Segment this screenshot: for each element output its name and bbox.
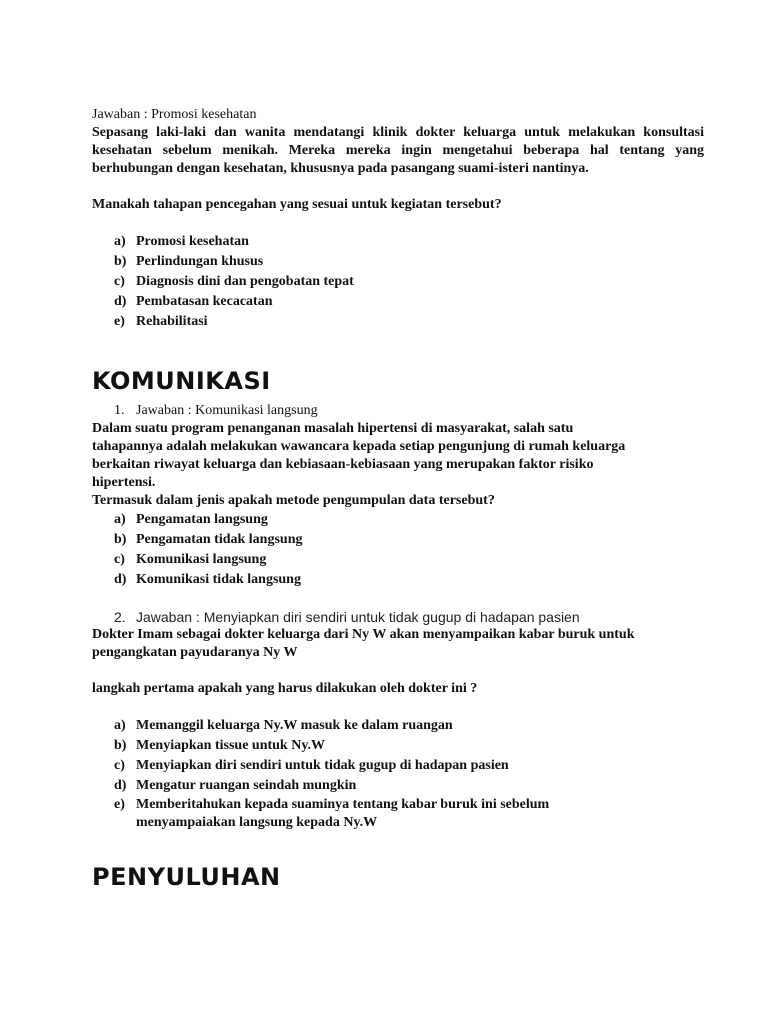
prompt-persiapan: langkah pertama apakah yang harus dilakukan oleh dokter ini ? xyxy=(92,681,478,696)
option-item: e) Memberitahukan kepada suaminya tentang kabar buruk ini sebelum menyampaiakan langsung kepada Ny.W xyxy=(114,797,550,830)
option-item: d) Komunikasi tidak langsung xyxy=(114,572,301,587)
option-item: a) Pengamatan langsung xyxy=(114,512,268,527)
prompt-komunikasi: Termasuk dalam jenis apakah metode pengumpulan data tersebut? xyxy=(92,493,495,508)
answer-komunikasi: 1. Jawaban : Komunikasi langsung xyxy=(114,403,318,418)
option-item: a) Promosi kesehatan xyxy=(114,234,249,249)
option-item: b) Menyiapkan tissue untuk Ny.W xyxy=(114,738,326,753)
heading-penyuluhan: PENYULUHAN xyxy=(92,863,281,891)
option-item: c) Menyiapkan diri sendiri untuk tidak gugup di hadapan pasien xyxy=(114,758,509,773)
answer-persiapan: 2. Jawaban : Menyiapkan diri sendiri untuk tidak gugup di hadapan pasien xyxy=(114,609,580,625)
options-komunikasi xyxy=(92,510,704,590)
question-line: Dokter Imam sebagai dokter keluarga dari Ny W akan menyampaikan kabar buruk untuk xyxy=(92,627,635,642)
heading-komunikasi: KOMUNIKASI xyxy=(92,367,271,395)
option-item: d) Mengatur ruangan seindah mungkin xyxy=(114,778,357,793)
option-item: e) Rehabilitasi xyxy=(114,314,208,329)
answer-promosi: Jawaban : Promosi kesehatan xyxy=(92,107,257,122)
question-line: hipertensi. xyxy=(92,475,156,490)
prompt-promosi: Manakah tahapan pencegahan yang sesuai untuk kegiatan tersebut? xyxy=(92,197,502,212)
option-item: c) Komunikasi langsung xyxy=(114,552,267,567)
option-item: d) Pembatasan kecacatan xyxy=(114,294,273,309)
options-persiapan xyxy=(92,716,704,832)
options-promosi xyxy=(92,232,704,332)
option-item: c) Diagnosis dini dan pengobatan tepat xyxy=(114,274,354,289)
question-promosi: Sepasang laki-laki dan wanita mendatangi klinik dokter keluarga untuk melakukan konsultasi kesehatan sebelum menikah. Mereka mereka ingin mengetahui beberapa hal tentang yang berhubungan dengan kesehatan, khususnya pada pasangang suami-isteri nantinya. xyxy=(92,125,704,176)
question-line: pengangkatan payudaranya Ny W xyxy=(92,645,298,660)
question-line: tahapannya adalah melakukan wawancara kepada setiap pengunjung di rumah keluarga xyxy=(92,439,626,454)
question-line: berkaitan riwayat keluarga dan kebiasaan-kebiasaan yang merupakan faktor risiko xyxy=(92,457,594,472)
question-line: Dalam suatu program penanganan masalah hipertensi di masyarakat, salah satu xyxy=(92,421,574,436)
option-item: a) Memanggil keluarga Ny.W masuk ke dalam ruangan xyxy=(114,718,453,733)
option-item: b) Pengamatan tidak langsung xyxy=(114,532,303,547)
option-item: b) Perlindungan khusus xyxy=(114,254,264,269)
document-page xyxy=(92,106,704,892)
